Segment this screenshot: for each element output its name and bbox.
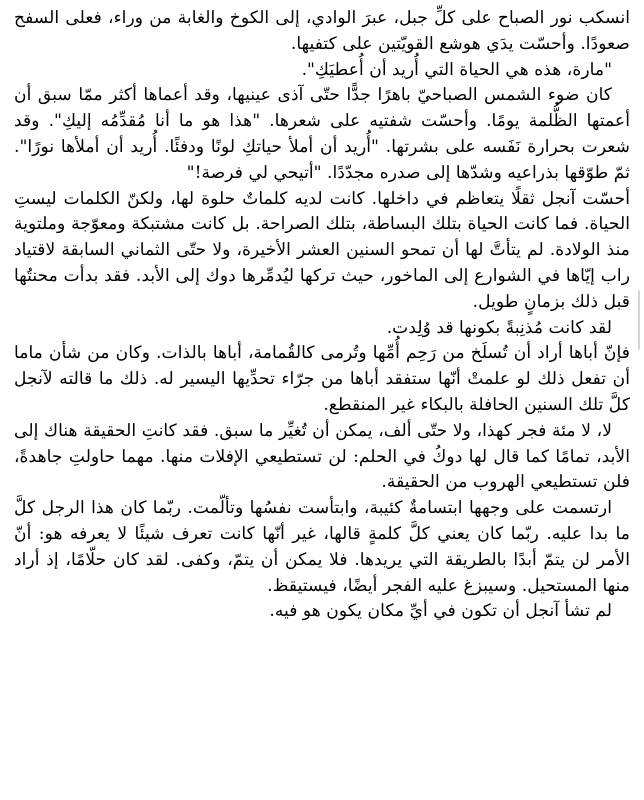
scroll-indicator [638, 290, 640, 350]
paragraph-8: ارتسمت على وجهها ابتسامةٌ كئيبة، وابتأست نفسُها وتألّمت. ربّما كان هذا الرجل كلَّ ما بدا عليه. ربّما كان يعني كلَّ كلمةٍ قالها، غير أنّها كانت تعرف شيئًا لا يعرفه هو: أنّ الأمر لن يتمّ أبدًا بالطريقة التي يريدها. فلا يمكن أن يتمّ، وكفى. لقد كان حلّامًا، إذ أراد منها المستحيل. وسيبزغ عليه الفجر أيضًا، فيستيقظ. [14, 498, 630, 596]
paragraph-9: لم تشأ آنجل أن تكون في أيِّ مكان يكون هو فيه. [269, 601, 612, 622]
paragraph-4: أحسّت آنجل ثقلًا يتعاظم في داخلها. كانت لديه كلماتٌ حلوة لها، ولكنّ الكلمات ليستِ الحياة. فما كانت الحياة بتلك البساطة، بتلك الصراحة. بل كانت مشتبكة ومعوّجة وملتوية منذ الولادة. لم يتأتَّ لها أن تمحو السنين العشر الأخيرة، ولا حتّى الثماني السابقة لاقتياد راب إيّاها في الشوارع إلى الماخور، حيث تركها ليُدمِّرها دوك إلى الأبد. فقد بدأت محنتُها قبل ذلك بزمانٍ طويل. [14, 188, 630, 312]
paragraph-3: كان ضوء الشمس الصباحيّ باهرًا جدًّا حتّى آذى عينيها، وقد أعماها أكثر ممّا سبق أن أعمتها الظُّلمة يومًا. وأحسّت شفتيه على شعرها. "هذا هو ما أنا مُقدِّمُه إليكِ". وقد شعرت بحرارة نَفَسه على بشرتها. "أُريد أن أملأ حياتكِ لونًا ودفئًا. أُريد أن أملأها نورًا". ثمّ طوّقها بذراعيه وشدّها إلى صدره مجدّدًا. "أتيحي لي فرصة!" [14, 85, 630, 183]
paragraph-1: انسكب نور الصباح على كلِّ جبل، عبرَ الوادي، إلى الكوخ والغابة من وراء، فعلى السفح صعودًا. وأحسّت يدَي هوشع القويّتين على كتفيها. [14, 8, 630, 54]
paragraph-7: لا، لا مئة فجر كهذا، ولا حتّى ألف، يمكن أن تُغيِّر ما سبق. فقد كانتِ الحقيقة هناك إلى الأبد، تمامًا كما قال لها دوكُ في الحلم: لن تستطيعي الإفلات منها. مهما حاولتِ جاهدةً، فلن تستطيعي الهروب من الحقيقة. [14, 420, 630, 493]
paragraph-5: لقد كانت مُذنِبةً بكونها قد وُلِدت. [386, 317, 612, 338]
paragraph-6: فإنّ أباها أراد أن تُسلَخ من رَحِم أُمِّها وتُرمى كالقُمامة، أباها بالذات. وكان من شأن ماما أن تفعل ذلك لو علمتْ أنّها ستفقد أباها من جرّاء تحدِّيها اليسير له. ذلك ما قالته لآنجل كلَّ تلك السنين الحافلة بالبكاء غير المنقطع. [14, 343, 630, 415]
document-page [14, 6, 630, 794]
paragraph-2: "مارة، هذه هي الحياة التي أُريد أن أُعطيَكِ". [301, 59, 612, 80]
